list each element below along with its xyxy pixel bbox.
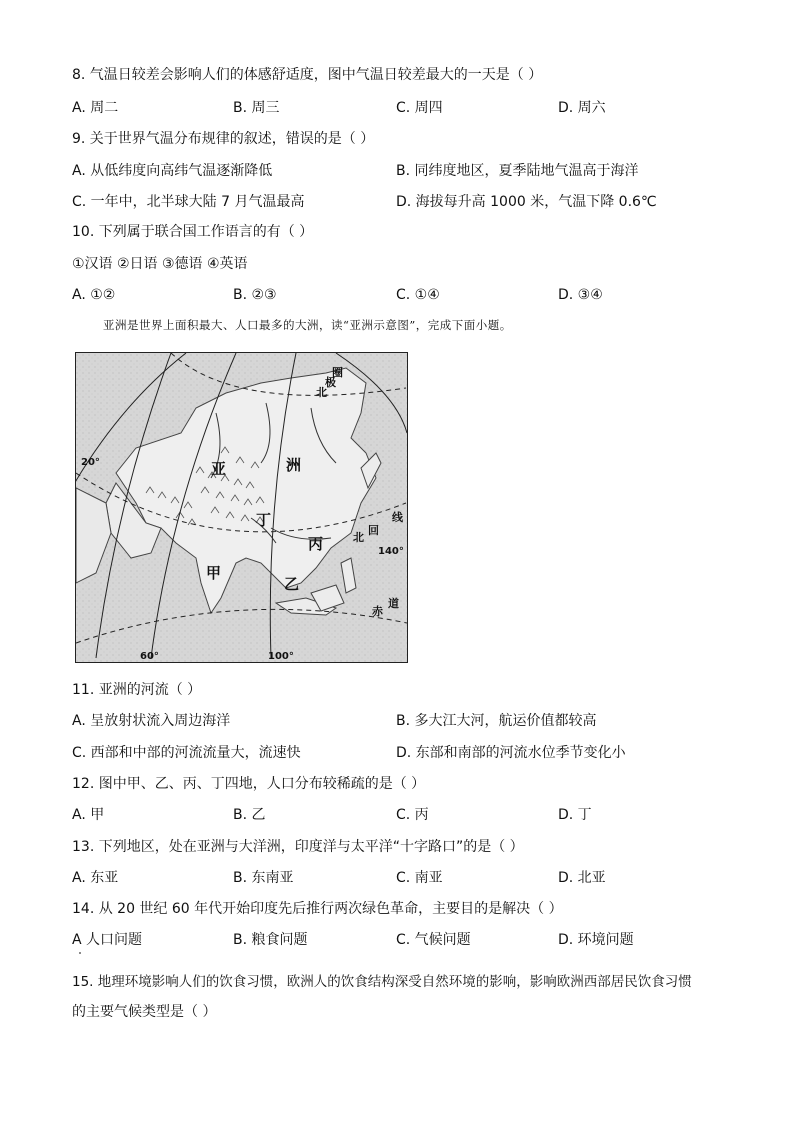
- label-lon-100: 100°: [268, 651, 294, 662]
- q8-option-b: B. 周三: [233, 100, 280, 116]
- q12-option-a: A. 甲: [72, 807, 105, 823]
- label-ding: 丁: [256, 511, 272, 529]
- question-8-stem: 8. 气温日较差会影响人们的体感舒适度，图中气温日较差最大的一天是（ ）: [72, 67, 543, 83]
- q11-option-b: B. 多大江大河，航运价值都较高: [396, 713, 597, 729]
- q9-option-c: C. 一年中，北半球大陆 7 月气温最高: [72, 194, 305, 210]
- label-zhou: 洲: [286, 456, 302, 474]
- q10-option-c: C. ①④: [396, 287, 440, 303]
- q13-option-c: C. 南亚: [396, 870, 443, 886]
- q12-option-b: B. 乙: [233, 807, 266, 823]
- q12-option-c: C. 丙: [396, 807, 429, 823]
- q14-option-b: B. 粮食问题: [233, 932, 308, 948]
- q9-option-d: D. 海拔每升高 1000 米，气温下降 0.6℃: [396, 194, 657, 210]
- q13-option-a: A. 东亚: [72, 870, 119, 886]
- question-11-stem: 11. 亚洲的河流（ ）: [72, 682, 202, 698]
- q14-option-d: D. 环境问题: [558, 932, 634, 948]
- q10-option-a: A. ①②: [72, 287, 116, 303]
- q9-option-a: A. 从低纬度向高纬气温逐渐降低: [72, 163, 273, 179]
- q13-option-b: B. 东南亚: [233, 870, 294, 886]
- question-13-stem: 13. 下列地区，处在亚洲与大洋洲，印度洋与太平洋“十字路口”的是（ ）: [72, 839, 524, 855]
- label-tropic-xian: 线: [392, 511, 403, 524]
- q8-option-a: A. 周二: [72, 100, 119, 116]
- label-bing: 丙: [308, 535, 324, 553]
- q14-option-c: C. 气候问题: [396, 932, 471, 948]
- question-14-stem: 14. 从 20 世纪 60 年代开始印度先后推行两次绿色革命，主要目的是解决（ ）: [72, 901, 563, 917]
- q11-option-c: C. 西部和中部的河流流量大，流速快: [72, 745, 301, 761]
- label-lat-20: 20°: [81, 457, 100, 468]
- label-arctic-quan: 圈: [332, 366, 343, 379]
- q8-option-c: C. 周四: [396, 100, 443, 116]
- label-equator-chi: 赤: [372, 605, 383, 618]
- q11-option-a: A. 呈放射状流入周边海洋: [72, 713, 231, 729]
- question-10-stem: 10. 下列属于联合国工作语言的有（ ）: [72, 224, 314, 240]
- asia-map-svg: [76, 353, 407, 662]
- q9-option-b: B. 同纬度地区，夏季陆地气温高于海洋: [396, 163, 639, 179]
- label-lon-60: 60°: [140, 651, 159, 662]
- question-9-stem: 9. 关于世界气温分布规律的叙述，错误的是（ ）: [72, 131, 375, 147]
- question-12-stem: 12. 图中甲、乙、丙、丁四地，人口分布较稀疏的是（ ）: [72, 776, 426, 792]
- label-jia: 甲: [206, 564, 222, 582]
- q12-option-d: D. 丁: [558, 807, 592, 823]
- q11-option-d: D. 东部和南部的河流水位季节变化小: [396, 745, 626, 761]
- q13-option-d: D. 北亚: [558, 870, 606, 886]
- label-tropic-bei: 北: [353, 531, 364, 544]
- label-tropic-hui: 回: [368, 524, 379, 537]
- stray-dot: [79, 952, 81, 954]
- label-lon-140: 140°: [378, 546, 404, 557]
- asia-map: [75, 352, 408, 663]
- label-ya: 亚: [211, 460, 227, 478]
- map-intro-text: 亚洲是世界上面积最大、人口最多的大洲，读“亚洲示意图”，完成下面小题。: [103, 318, 512, 332]
- q14-option-a: A 人口问题: [72, 932, 143, 948]
- q10-option-d: D. ③④: [558, 287, 603, 303]
- q8-option-d: D. 周六: [558, 100, 606, 116]
- label-arctic-ji: 极: [325, 376, 336, 389]
- label-arctic-bei: 北: [316, 386, 327, 399]
- question-15-stem-line1: 15. 地理环境影响人们的饮食习惯，欧洲人的饮食结构深受自然环境的影响，影响欧洲西部居民饮食习惯: [72, 974, 692, 990]
- q10-option-b: B. ②③: [233, 287, 277, 303]
- q10-choices: ①汉语 ②日语 ③德语 ④英语: [72, 256, 248, 272]
- label-equator-dao: 道: [388, 597, 399, 610]
- label-yi: 乙: [284, 575, 300, 593]
- question-15-stem-line2: 的主要气候类型是（ ）: [72, 1004, 217, 1020]
